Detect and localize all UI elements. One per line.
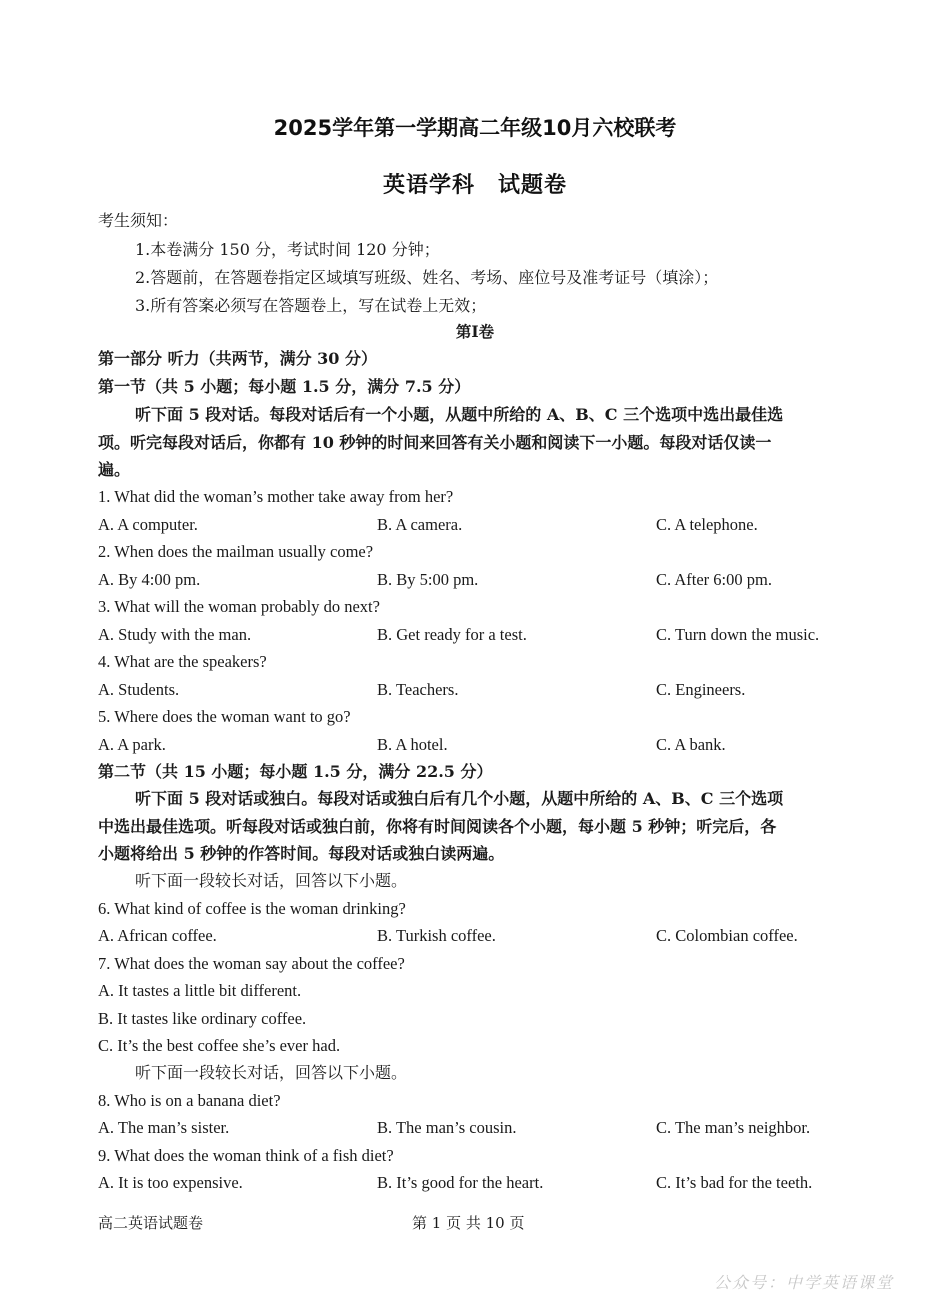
option-c: C. A bank. xyxy=(656,735,726,754)
dialogue-prompt: 听下面一段较长对话，回答以下小题。 xyxy=(135,871,408,890)
option-b: B. It tastes like ordinary coffee. xyxy=(98,1009,307,1028)
question-text: 8. Who is on a banana diet? xyxy=(98,1091,281,1110)
section2-instruction: 中选出最佳选项。听每段对话或独白前，你将有时间阅读各个小题，每小题 5 秒钟；听完后，各 xyxy=(98,817,777,836)
option-a: A. It tastes a little bit different. xyxy=(98,981,302,1000)
dialogue-prompt: 听下面一段较长对话，回答以下小题。 xyxy=(135,1063,408,1082)
option-a: A. A park. xyxy=(98,735,166,754)
exam-subtitle: 英语学科 试题卷 xyxy=(382,173,567,198)
option-a: A. The man’s sister. xyxy=(98,1118,230,1137)
question-text: 7. What does the woman say about the coffee? xyxy=(98,954,405,973)
question-text: 5. Where does the woman want to go? xyxy=(98,707,351,726)
option-a: A. African coffee. xyxy=(98,926,217,945)
notice-item: 3.所有答案必须写在答题卷上，写在试卷上无效； xyxy=(135,296,487,315)
question-text: 3. What will the woman probably do next? xyxy=(98,597,380,616)
notice-item: 1.本卷满分 150 分，考试时间 120 分钟； xyxy=(135,240,440,259)
question-text: 4. What are the speakers? xyxy=(98,652,267,671)
watermark: 公众号：中学英语课堂 xyxy=(714,1273,895,1292)
option-b: B. It’s good for the heart. xyxy=(377,1173,544,1192)
volume-label: 第Ⅰ卷 xyxy=(455,322,495,341)
section1-instruction: 听下面 5 段对话。每段对话后有一个小题，从题中所给的 A、B、C 三个选项中选出最佳选 xyxy=(135,405,784,424)
section2-instruction: 听下面 5 段对话或独白。每段对话或独白后有几个小题，从题中所给的 A、B、C 三个选项 xyxy=(135,789,784,808)
option-c: C. The man’s neighbor. xyxy=(656,1118,811,1137)
option-b: B. Turkish coffee. xyxy=(377,926,496,945)
option-b: B. Teachers. xyxy=(377,680,459,699)
option-a: A. Study with the man. xyxy=(98,625,252,644)
question-text: 9. What does the woman think of a fish diet? xyxy=(98,1146,394,1165)
option-c: C. It’s the best coffee she’s ever had. xyxy=(98,1036,341,1055)
option-b: B. By 5:00 pm. xyxy=(377,570,479,589)
option-c: C. Engineers. xyxy=(656,680,746,699)
option-b: B. A hotel. xyxy=(377,735,448,754)
option-a: A. Students. xyxy=(98,680,180,699)
option-c: C. After 6:00 pm. xyxy=(656,570,772,589)
option-a: A. By 4:00 pm. xyxy=(98,570,201,589)
option-a: A. It is too expensive. xyxy=(98,1173,243,1192)
notice-heading: 考生须知： xyxy=(98,211,179,230)
question-text: 6. What kind of coffee is the woman drinking? xyxy=(98,899,406,918)
option-b: B. A camera. xyxy=(377,515,463,534)
notice-item: 2.答题前，在答题卷指定区域填写班级、姓名、考场、座位号及准考证号（填涂）； xyxy=(135,268,719,287)
exam-title: 2025学年第一学期高二年级10月六校联考 xyxy=(273,116,677,140)
section1-instruction: 项。听完每段对话后，你都有 10 秒钟的时间来回答有关小题和阅读下一小题。每段对话仅读一 xyxy=(98,433,772,452)
option-b: B. The man’s cousin. xyxy=(377,1118,517,1137)
question-text: 1. What did the woman’s mother take away from her? xyxy=(98,487,454,506)
option-b: B. Get ready for a test. xyxy=(377,625,527,644)
footer-left: 高二英语试题卷 xyxy=(98,1214,204,1232)
option-c: C. A telephone. xyxy=(656,515,758,534)
section2-heading: 第二节（共 15 小题；每小题 1.5 分，满分 22.5 分） xyxy=(98,762,493,781)
option-a: A. A computer. xyxy=(98,515,198,534)
section2-instruction: 小题将给出 5 秒钟的作答时间。每段对话或独白读两遍。 xyxy=(98,844,505,863)
section1-heading: 第一节（共 5 小题；每小题 1.5 分，满分 7.5 分） xyxy=(98,377,471,396)
option-c: C. Turn down the music. xyxy=(656,625,820,644)
question-text: 2. When does the mailman usually come? xyxy=(98,542,374,561)
option-c: C. Colombian coffee. xyxy=(656,926,798,945)
section1-instruction: 遍。 xyxy=(98,460,131,479)
option-c: C. It’s bad for the teeth. xyxy=(656,1173,813,1192)
page-number: 第 1 页 共 10 页 xyxy=(412,1214,525,1232)
part1-heading: 第一部分 听力（共两节，满分 30 分） xyxy=(98,349,377,368)
